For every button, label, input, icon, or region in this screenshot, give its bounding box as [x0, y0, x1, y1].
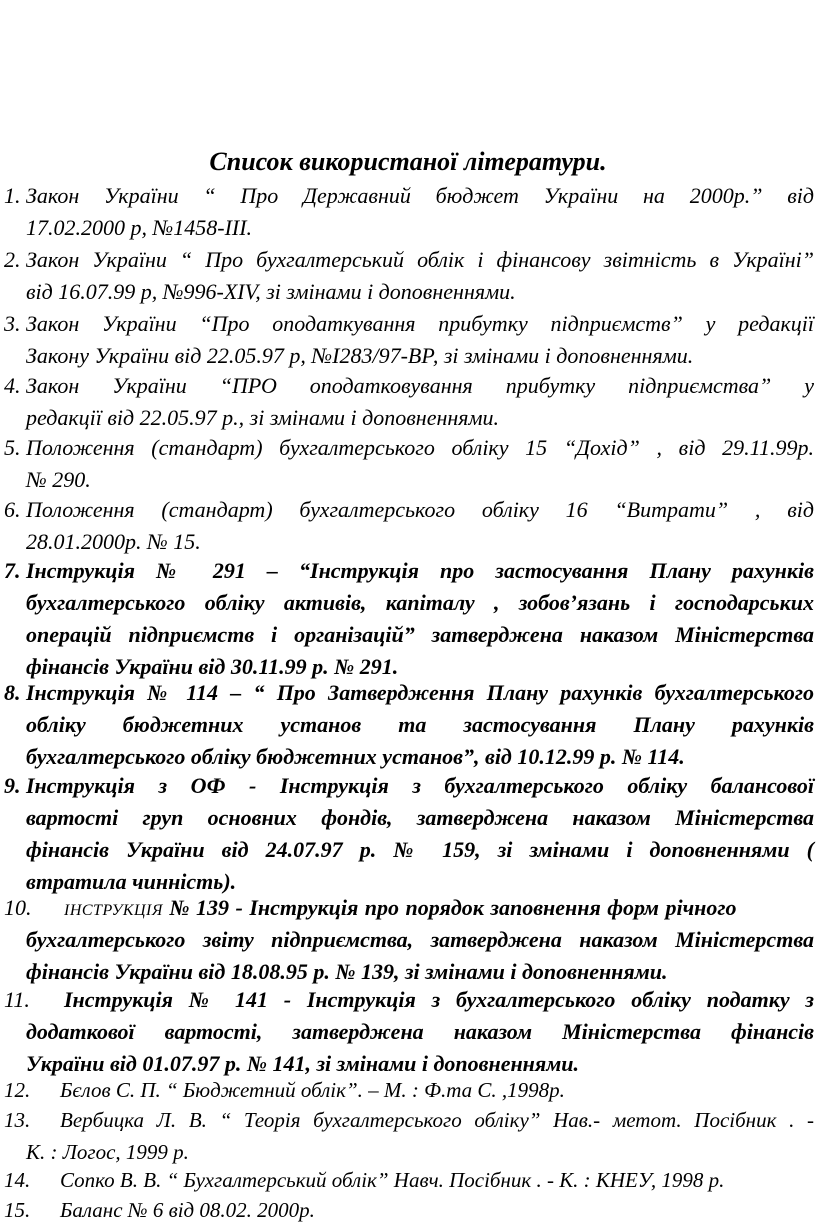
item-line: Інструкція № 291 – “Інструкція про застосування Плану рахунків	[26, 558, 814, 583]
item-line: Положення (стандарт) бухгалтерського обліку 15 “Дохід” , від 29.11.99р.	[26, 435, 814, 460]
item-number: 15.	[4, 1198, 31, 1222]
item-number: 3.	[4, 311, 21, 336]
item-line: Закон України “Про оподаткування прибутку підприємств” у редакції	[26, 311, 814, 336]
item-number: 4.	[4, 373, 21, 398]
item-line: редакції від 22.05.97 р., зі змінами і доповненнями.	[26, 405, 500, 430]
item-number: 6.	[4, 497, 21, 522]
item-line: Закон України “ Про бухгалтерський облік і фінансову звітність в Україні”	[26, 247, 814, 272]
item-line: фінансів України від 18.08.95 р. № 139, зі змінами і доповненнями.	[26, 959, 668, 984]
item-line: Бєлов С. П. “ Бюджетний облік”. – М. : Ф.та С. ,1998р.	[60, 1078, 565, 1102]
item-line: бухгалтерського обліку активів, капіталу , зобов’язань і господарських	[26, 590, 814, 615]
item-number: 13.	[4, 1108, 31, 1132]
item-line: обліку бюджетних установ та застосування Плану рахунків	[26, 712, 814, 737]
item-line: Баланс № 6 від 08.02. 2000р.	[60, 1198, 315, 1222]
item-line: К. : Логос, 1999 р.	[26, 1140, 189, 1164]
item-line-text: № 139 - Інструкція про порядок заповнення форм річного	[169, 895, 737, 920]
item-line: Вербицка Л. В. “ Теорія бухгалтерського обліку” Нав.- метот. Посібник . -	[60, 1108, 814, 1132]
item-line: № 290.	[26, 467, 91, 492]
item-line: від 16.07.99 р, №996-ХІV, зі змінами і доповненнями.	[26, 279, 516, 304]
item-number: 14.	[4, 1168, 31, 1192]
item-line: операцій підприємств і організацій” затверджена наказом Міністерства	[26, 622, 814, 647]
item-number: 10.	[4, 895, 32, 920]
item-number: 7.	[4, 558, 21, 583]
item-number: 1.	[4, 183, 21, 208]
item-line	[64, 892, 814, 927]
item-line: фінансів України від 30.11.99 р. № 291.	[26, 654, 399, 679]
item-line: бухгалтерського обліку бюджетних установ”, від 10.12.99 р. № 114.	[26, 744, 685, 769]
item-line: Положення (стандарт) бухгалтерського обліку 16 “Витрати” , від	[26, 497, 814, 522]
item-number: 12.	[4, 1078, 31, 1102]
item-line: України від 01.07.97 р. № 141, зі змінами і доповненнями.	[26, 1051, 580, 1076]
item-line: Інструкція № 141 - Інструкція з бухгалтерського обліку податку з	[64, 987, 814, 1012]
item-line: фінансів України від 24.07.97 р. № 159, зі змінами і доповненнями (	[26, 837, 814, 862]
item-number: 9.	[4, 773, 21, 798]
item-lead: ІНСТРУКЦІЯ	[64, 902, 163, 919]
item-number: 8.	[4, 680, 21, 705]
item-line: 28.01.2000р. № 15.	[26, 529, 201, 554]
item-line: Закон України “ Про Державний бюджет України на 2000р.” від	[26, 183, 814, 208]
item-line: 17.02.2000 р, №1458-ІІІ.	[26, 215, 253, 240]
item-number: 11.	[4, 987, 30, 1012]
page-title: Список використаної літератури.	[209, 147, 607, 176]
item-line: Сопко В. В. “ Бухгалтерський облік” Навч. Посібник . - К. : КНЕУ, 1998 р.	[60, 1168, 725, 1192]
item-number: 5.	[4, 435, 21, 460]
item-line: втратила чинність).	[26, 869, 237, 894]
item-number: 2.	[4, 247, 21, 272]
item-line: бухгалтерського звіту підприємства, затверджена наказом Міністерства	[26, 927, 814, 952]
item-line: додаткової вартості, затверджена наказом Міністерства фінансів	[26, 1019, 814, 1044]
item-line: Закону України від 22.05.97 р, №І283/97-ВР, зі змінами і доповненнями.	[26, 343, 694, 368]
item-line: Закон України “ПРО оподатковування прибутку підприємства” у	[26, 373, 814, 398]
item-line: вартості груп основних фондів, затверджена наказом Міністерства	[26, 805, 814, 830]
item-line: Інструкція № 114 – “ Про Затвердження Плану рахунків бухгалтерського	[26, 680, 814, 705]
item-line: Інструкція з ОФ - Інструкція з бухгалтерського обліку балансової	[26, 773, 814, 798]
